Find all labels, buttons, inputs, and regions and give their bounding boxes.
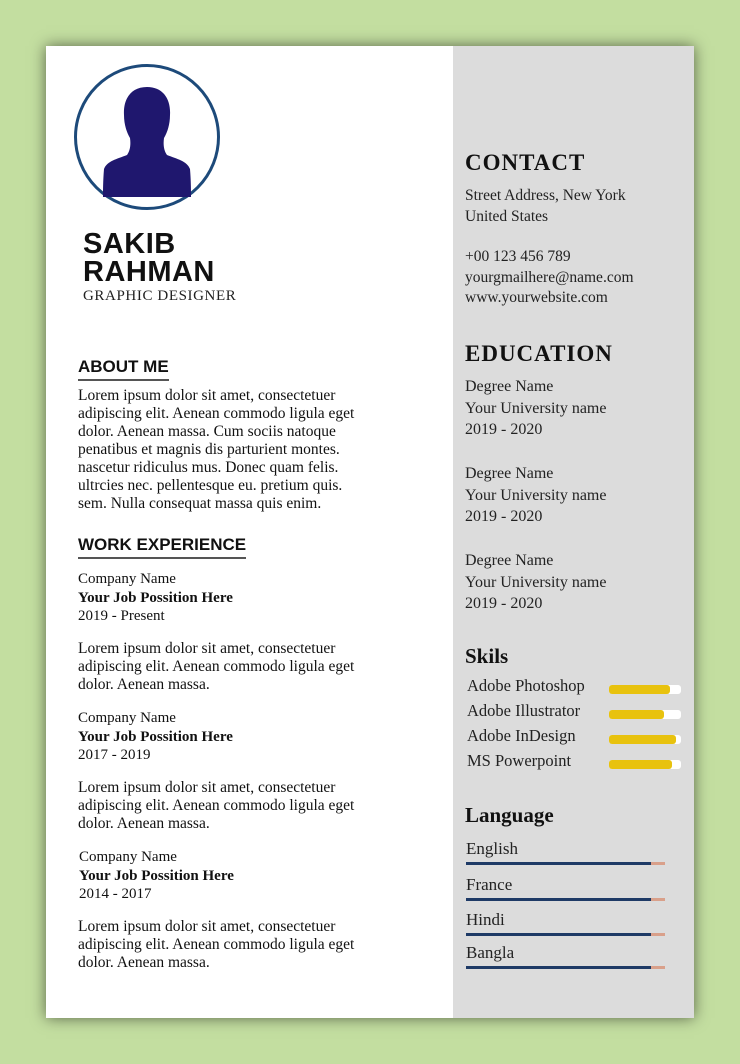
language-bar (466, 966, 665, 969)
language-bar-fill (466, 898, 651, 901)
email-address: yourgmailhere@name.com (465, 268, 634, 286)
contact-address (465, 186, 626, 227)
company-name: Company Name (79, 849, 177, 865)
skill-bar-fill (609, 710, 664, 719)
university-name: Your University name (465, 573, 607, 591)
language-bar-fill (466, 966, 651, 969)
skills-heading: Skils (465, 644, 509, 668)
address-line-2: United States (465, 207, 549, 225)
skill-bar (609, 735, 681, 744)
first-name: SAKIB (83, 228, 176, 260)
job-entry-2 (78, 709, 233, 765)
job-dates: 2014 - 2017 (79, 886, 152, 902)
full-name (83, 230, 215, 286)
company-name: Company Name (78, 571, 176, 587)
about-heading: ABOUT ME (78, 357, 169, 381)
about-text: Lorem ipsum dolor sit amet, consectetuer adipiscing elit. Aenean commodo ligula eget dolor. Aenean massa. Cum sociis natoque penatibus et magnis dis parturient montes. nascetur ridiculus mus. Donec quam felis. ultrcies nec. pellentesque eu. pretium quis. sem. Nulla consequat massa quis enim. (78, 387, 355, 512)
skill-name: Adobe Illustrator (467, 701, 581, 720)
job-description: Lorem ipsum dolor sit amet, consectetuer adipiscing elit. Aenean commodo ligula eget dolor. Aenean massa. (78, 640, 355, 693)
degree-name: Degree Name (465, 378, 554, 395)
website-url: www.yourwebsite.com (465, 289, 608, 306)
phone-number: +00 123 456 789 (465, 248, 571, 265)
skill-name: MS Powerpoint (467, 751, 572, 770)
job-position: Your Job Possition Here (78, 589, 233, 606)
job-entry-3 (79, 848, 234, 904)
contact-heading: CONTACT (465, 150, 586, 175)
company-name: Company Name (78, 710, 176, 726)
job-entry-1 (78, 570, 233, 626)
education-entry-2 (465, 463, 606, 528)
skill-bar-fill (609, 760, 672, 769)
skill-bar (609, 710, 681, 719)
language-name: France (466, 875, 513, 894)
job-position: Your Job Possition Here (79, 867, 234, 884)
job-title: GRAPHIC DESIGNER (83, 288, 237, 304)
skill-bar-fill (609, 685, 670, 694)
education-heading: EDUCATION (465, 341, 613, 366)
address-line-1: Street Address, New York (465, 187, 626, 204)
education-years: 2019 - 2020 (465, 421, 543, 438)
job-dates: 2019 - Present (78, 608, 165, 624)
last-name: RAHMAN (83, 256, 215, 288)
language-bar-fill (466, 862, 651, 865)
language-name: Bangla (466, 943, 515, 962)
skill-bar (609, 685, 681, 694)
skill-bar-fill (609, 735, 676, 744)
education-years: 2019 - 2020 (465, 508, 543, 525)
skill-bar (609, 760, 681, 769)
education-entry-3 (465, 550, 606, 615)
job-position: Your Job Possition Here (78, 728, 233, 745)
work-heading: WORK EXPERIENCE (78, 535, 246, 559)
language-name: English (466, 839, 518, 858)
contact-details (465, 247, 634, 309)
language-bar-fill (466, 933, 651, 936)
job-description: Lorem ipsum dolor sit amet, consectetuer adipiscing elit. Aenean commodo ligula eget dolor. Aenean massa. (78, 918, 355, 971)
degree-name: Degree Name (465, 552, 554, 569)
degree-name: Degree Name (465, 465, 554, 482)
avatar (74, 64, 220, 210)
language-name: Hindi (466, 910, 505, 929)
education-entry-1 (465, 376, 606, 441)
job-dates: 2017 - 2019 (78, 747, 151, 763)
language-bar (466, 933, 665, 936)
skill-name: Adobe Photoshop (467, 676, 585, 695)
language-bar (466, 898, 665, 901)
language-heading: Language (465, 803, 554, 827)
person-silhouette-icon (77, 67, 217, 207)
skill-name: Adobe InDesign (467, 726, 576, 745)
education-years: 2019 - 2020 (465, 595, 543, 612)
job-description: Lorem ipsum dolor sit amet, consectetuer adipiscing elit. Aenean commodo ligula eget dolor. Aenean massa. (78, 779, 355, 832)
university-name: Your University name (465, 399, 607, 417)
language-bar (466, 862, 665, 865)
university-name: Your University name (465, 486, 607, 504)
